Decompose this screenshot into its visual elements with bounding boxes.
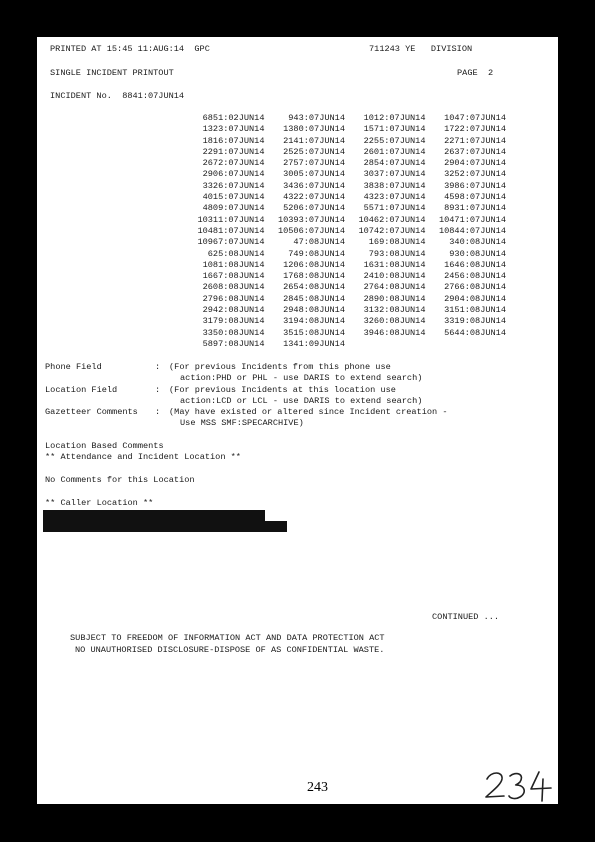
location-comments <box>45 441 241 463</box>
reference-cell: 3515:08JUN14 <box>283 327 345 338</box>
field-colon: : <box>155 384 161 395</box>
location-field-row <box>45 385 447 396</box>
reference-cell: 2271:07JUN14 <box>444 135 506 146</box>
reference-row <box>184 136 506 147</box>
reference-cell: 4809:07JUN14 <box>202 203 265 214</box>
reference-cell: 1081:08JUN14 <box>202 259 265 270</box>
reference-cell: 2525:07JUN14 <box>283 146 345 157</box>
reference-row <box>184 158 506 169</box>
gazetteer-field-cont <box>45 418 447 429</box>
reference-cell: 3436:07JUN14 <box>283 180 345 191</box>
reference-cell: 10311:07JUN14 <box>197 214 265 225</box>
reference-cell: 2904:08JUN14 <box>444 293 506 304</box>
reference-cell: 10481:07JUN14 <box>197 225 265 236</box>
reference-cell: 793:08JUN14 <box>368 248 426 259</box>
reference-cell: 2854:07JUN14 <box>363 158 426 169</box>
reference-cell: 10462:07JUN14 <box>358 214 426 225</box>
reference-row <box>184 282 506 293</box>
phone-field-text: (For previous Incidents from this phone use <box>169 362 391 372</box>
reference-cell: 2948:08JUN14 <box>283 305 345 316</box>
reference-cell: 1206:08JUN14 <box>283 259 345 270</box>
division-ref: 711243 YE DIVISION <box>369 44 473 54</box>
reference-cell: 3986:07JUN14 <box>444 180 506 191</box>
reference-row <box>184 328 506 339</box>
phone-field-cont <box>45 373 447 384</box>
location-field-text-2: action:LCD or LCL - use DARIS to extend search) <box>180 395 423 406</box>
reference-cell: 2410:08JUN14 <box>363 271 426 282</box>
reference-cell: 1341:09JUN14 <box>283 338 345 349</box>
reference-cell: 2757:07JUN14 <box>283 158 345 169</box>
gazetteer-field-label: Gazetteer Comments <box>45 407 138 418</box>
reference-cell: 2942:08JUN14 <box>202 305 265 316</box>
reference-cell: 4323:07JUN14 <box>363 192 426 203</box>
reference-cell: 2672:07JUN14 <box>202 158 265 169</box>
reference-cell: 3179:08JUN14 <box>202 316 265 327</box>
reference-cell: 5897:08JUN14 <box>202 338 265 349</box>
field-colon: : <box>155 362 161 372</box>
reference-row <box>184 305 506 316</box>
reference-cell: 47:08JUN14 <box>293 237 345 248</box>
page-indicator: PAGE 2 <box>457 68 494 78</box>
continued-label: CONTINUED ... <box>432 612 500 622</box>
reference-row <box>184 192 506 203</box>
reference-row <box>184 169 506 180</box>
reference-cell: 2601:07JUN14 <box>363 146 426 157</box>
phone-field-label: Phone Field <box>45 362 102 372</box>
caller-location-heading: ** Caller Location ** <box>45 498 154 508</box>
reference-cell: 2796:08JUN14 <box>202 293 265 304</box>
reference-cell: 10967:07JUN14 <box>197 237 265 248</box>
reference-cell: 3194:08JUN14 <box>283 316 345 327</box>
reference-cell: 1571:07JUN14 <box>363 124 426 135</box>
reference-cell: 625:08JUN14 <box>207 248 265 259</box>
reference-cell: 3037:07JUN14 <box>363 169 426 180</box>
reference-cell: 1380:07JUN14 <box>283 124 345 135</box>
field-notes <box>45 362 447 430</box>
attendance-location-heading: ** Attendance and Incident Location ** <box>45 452 241 462</box>
gazetteer-field-row <box>45 407 447 418</box>
reference-cell: 930:08JUN14 <box>449 248 506 259</box>
reference-cell: 2456:08JUN14 <box>444 271 506 282</box>
reference-row <box>184 124 506 135</box>
reference-cell: 10844:07JUN14 <box>438 225 506 236</box>
incident-reference-grid <box>184 113 506 350</box>
reference-row <box>184 203 506 214</box>
reference-cell: 2654:08JUN14 <box>283 282 345 293</box>
reference-cell: 4015:07JUN14 <box>202 192 265 203</box>
reference-row <box>184 339 506 350</box>
printed-at-line: PRINTED AT 15:45 11:AUG:14 GPC <box>50 44 210 54</box>
reference-cell: 4598:07JUN14 <box>444 192 506 203</box>
reference-cell: 1722:07JUN14 <box>444 124 506 135</box>
reference-cell: 3838:07JUN14 <box>363 180 426 191</box>
document-page <box>37 37 558 804</box>
reference-cell: 8931:07JUN14 <box>444 203 506 214</box>
field-colon: : <box>155 407 161 418</box>
reference-cell: 2904:07JUN14 <box>444 158 506 169</box>
reference-cell: 2141:07JUN14 <box>283 135 345 146</box>
reference-cell: 5571:07JUN14 <box>363 203 426 214</box>
reference-cell: 1012:07JUN14 <box>363 113 426 123</box>
location-field-cont <box>45 396 447 407</box>
reference-cell: 1816:07JUN14 <box>202 135 265 146</box>
reference-row <box>184 260 506 271</box>
reference-row <box>184 316 506 327</box>
redaction-block <box>43 521 287 532</box>
reference-cell: 5644:08JUN14 <box>444 327 506 338</box>
location-field-label: Location Field <box>45 384 118 395</box>
reference-cell: 3260:08JUN14 <box>363 316 426 327</box>
gazetteer-field-text: (May have existed or altered since Incident creation - <box>169 407 448 418</box>
reference-cell: 3350:08JUN14 <box>202 327 265 338</box>
reference-cell: 2845:08JUN14 <box>283 293 345 304</box>
reference-cell: 10393:07JUN14 <box>277 214 345 225</box>
reference-cell: 2255:07JUN14 <box>363 135 426 146</box>
phone-field-row <box>45 362 447 373</box>
reference-cell: 3005:07JUN14 <box>283 169 345 180</box>
reference-row <box>184 294 506 305</box>
phone-field-text-2: action:PHD or PHL - use DARIS to extend search) <box>180 373 423 384</box>
reference-cell: 2608:08JUN14 <box>202 282 265 293</box>
page-number: 243 <box>307 780 328 795</box>
no-comments-text: No Comments for this Location <box>45 475 195 485</box>
reference-cell: 340:08JUN14 <box>449 237 506 248</box>
gazetteer-field-text-2: Use MSS SMF:SPECARCHIVE) <box>180 418 304 429</box>
location-comments-heading: Location Based Comments <box>45 441 164 451</box>
reference-cell: 943:07JUN14 <box>288 113 345 123</box>
reference-cell: 6851:02JUN14 <box>202 113 265 123</box>
reference-row <box>184 237 506 248</box>
reference-cell: 3252:07JUN14 <box>444 169 506 180</box>
reference-cell: 10742:07JUN14 <box>358 225 426 236</box>
reference-cell: 1047:07JUN14 <box>444 113 506 123</box>
foi-notice: SUBJECT TO FREEDOM OF INFORMATION ACT AND DATA PROTECTION ACT <box>70 633 385 643</box>
reference-row <box>184 113 506 124</box>
reference-cell <box>426 339 507 350</box>
reference-cell: 3326:07JUN14 <box>202 180 265 191</box>
reference-cell <box>345 339 426 350</box>
reference-cell: 10471:07JUN14 <box>438 214 506 225</box>
reference-cell: 749:08JUN14 <box>288 248 345 259</box>
reference-row <box>184 271 506 282</box>
reference-cell: 4322:07JUN14 <box>283 192 345 203</box>
reference-row <box>184 215 506 226</box>
reference-row <box>184 147 506 158</box>
reference-cell: 1768:08JUN14 <box>283 271 345 282</box>
reference-cell: 1631:08JUN14 <box>363 259 426 270</box>
location-field-text: (For previous Incidents at this location use <box>169 384 396 395</box>
reference-cell: 5206:07JUN14 <box>283 203 345 214</box>
reference-cell: 2766:08JUN14 <box>444 282 506 293</box>
reference-row <box>184 181 506 192</box>
reference-cell: 3132:08JUN14 <box>363 305 426 316</box>
reference-row <box>184 226 506 237</box>
reference-cell: 169:08JUN14 <box>368 237 426 248</box>
reference-cell: 2637:07JUN14 <box>444 146 506 157</box>
document-title: SINGLE INCIDENT PRINTOUT <box>50 68 174 78</box>
reference-row <box>184 249 506 260</box>
reference-cell: 1667:08JUN14 <box>202 271 265 282</box>
reference-cell: 3946:08JUN14 <box>363 327 426 338</box>
disclosure-notice: NO UNAUTHORISED DISCLOSURE-DISPOSE OF AS CONFIDENTIAL WASTE. <box>75 645 385 655</box>
reference-cell: 2291:07JUN14 <box>202 146 265 157</box>
reference-cell: 3151:08JUN14 <box>444 305 506 316</box>
reference-cell: 1323:07JUN14 <box>202 124 265 135</box>
handwritten-page-number <box>483 767 555 803</box>
reference-cell: 2906:07JUN14 <box>202 169 265 180</box>
reference-cell: 10506:07JUN14 <box>277 225 345 236</box>
reference-cell: 3319:08JUN14 <box>444 316 506 327</box>
reference-cell: 1646:08JUN14 <box>444 259 506 270</box>
reference-cell: 2764:08JUN14 <box>363 282 426 293</box>
reference-cell: 2890:08JUN14 <box>363 293 426 304</box>
incident-number: INCIDENT No. 8841:07JUN14 <box>50 91 185 101</box>
